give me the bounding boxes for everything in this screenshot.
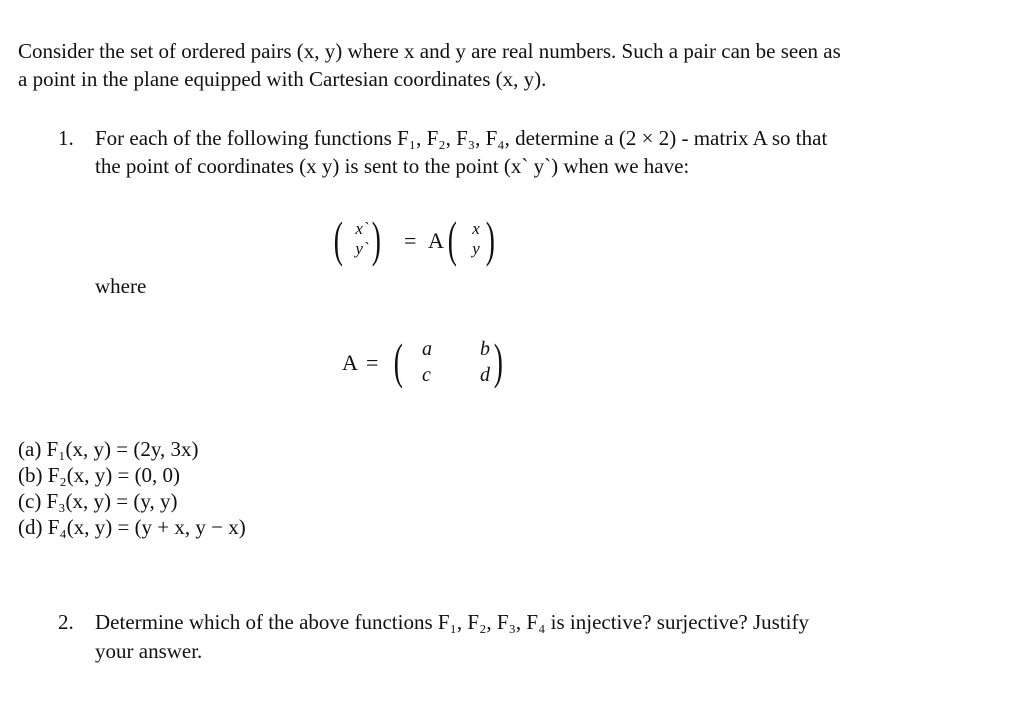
item-2-line-2: your answer. xyxy=(95,639,203,663)
left-paren: ( xyxy=(393,333,403,389)
left-paren: ( xyxy=(333,211,343,267)
function-b: (b) F₂(x, y) = (0, 0) xyxy=(18,463,181,487)
vector-top: x xyxy=(472,219,480,238)
right-paren: ) xyxy=(371,211,381,267)
matrix-definition xyxy=(340,330,540,400)
left-paren: ( xyxy=(447,211,457,267)
item-1-line-1: For each of the following functions F₁, F₂, F₃, F₄, determine a (2 × 2) - matrix A so that xyxy=(95,126,828,150)
equals-sign: = xyxy=(366,350,379,375)
item-2-line-1: Determine which of the above functions F₁, F₂, F₃, F₄ is injective? surjective? Justify xyxy=(95,610,809,634)
matrix-entry-a: a xyxy=(422,338,432,360)
vector-bottom: y` xyxy=(355,239,369,258)
equals-sign: = xyxy=(404,228,417,253)
matrix-name: A xyxy=(428,228,444,253)
intro-line-2: a point in the plane equipped with Cartesian coordinates (x, y). xyxy=(18,67,547,91)
where-label: where xyxy=(95,274,147,298)
right-paren: ) xyxy=(493,333,503,389)
vector-top: x` xyxy=(355,219,369,238)
item-1-line-2: the point of coordinates (x y) is sent to the point (x` y`) when we have: xyxy=(95,154,690,178)
matrix-entry-b: b xyxy=(480,338,490,360)
matrix-entry-c: c xyxy=(422,364,431,386)
matrix-entry-d: d xyxy=(480,364,490,386)
vector-bottom: y xyxy=(472,239,480,258)
item-2-number: 2. xyxy=(58,610,74,634)
function-a: (a) F₁(x, y) = (2y, 3x) xyxy=(18,437,199,461)
function-c: (c) F₃(x, y) = (y, y) xyxy=(18,489,178,513)
equation-transform xyxy=(330,210,530,270)
matrix-name: A xyxy=(342,350,358,375)
right-paren: ) xyxy=(485,211,495,267)
intro-line-1: Consider the set of ordered pairs (x, y) where x and y are real numbers. Such a pair can be seen as xyxy=(18,39,841,63)
function-d: (d) F₄(x, y) = (y + x, y − x) xyxy=(18,515,246,539)
item-1-number: 1. xyxy=(58,126,74,150)
